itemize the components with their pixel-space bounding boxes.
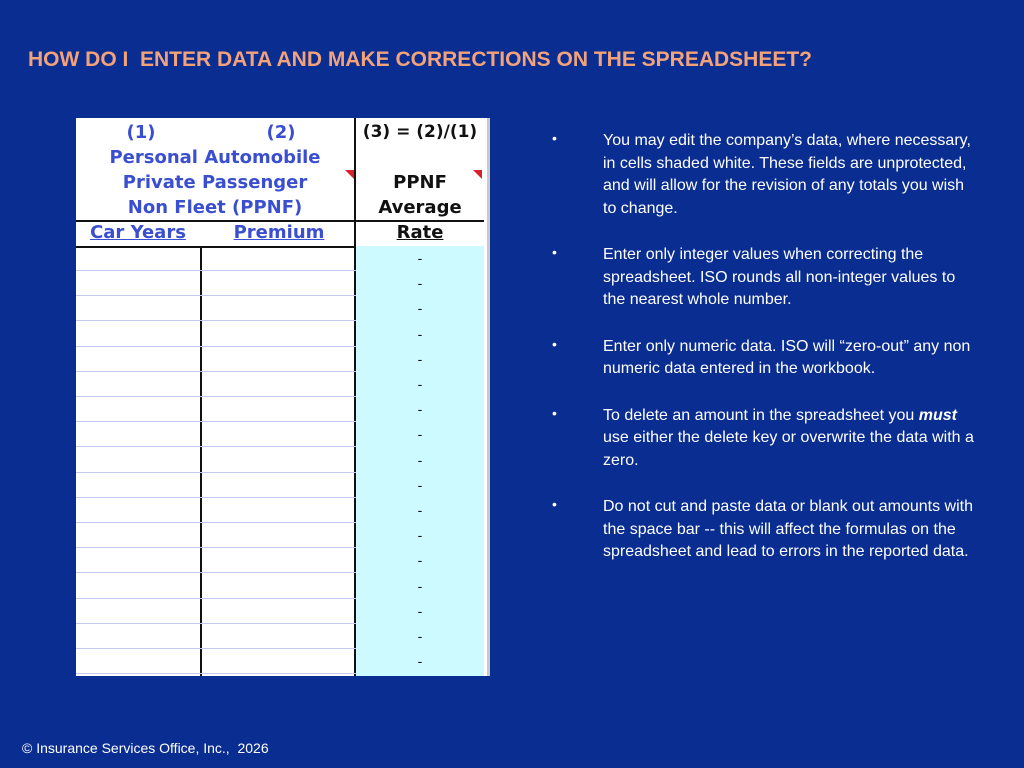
rate-cell: -: [417, 326, 423, 342]
bullet-item: [548, 130, 978, 220]
row-gridline: [76, 270, 356, 271]
bullet-text-run: use either the delete key or overwrite the data with a zero.: [603, 429, 974, 469]
comment-indicator-icon: [345, 170, 354, 179]
bullet-text: [603, 130, 978, 220]
row-gridline: [76, 648, 356, 649]
bullet-text-run: Do not cut and paste data or blank out amounts with the space bar -- this will affect the formulas on the spreadsheet and lead to errors in the reported data.: [603, 498, 974, 560]
bullet-text: [603, 244, 978, 312]
group-label-line-1: Personal Automobile: [109, 147, 321, 168]
rate-cell: -: [417, 426, 423, 442]
row-gridline: [76, 320, 356, 321]
rate-cell: -: [417, 275, 423, 291]
bullet-dot-icon: •: [552, 496, 557, 512]
row-gridline: [76, 295, 356, 296]
col3-label-line-1: PPNF: [393, 172, 447, 193]
rate-cell: -: [417, 603, 423, 619]
comment-indicator-icon: [473, 170, 482, 179]
rate-cell: -: [417, 578, 423, 594]
rate-cell: -: [417, 477, 423, 493]
rate-cell: -: [417, 502, 423, 518]
row-gridline: [76, 421, 356, 422]
bullet-item: [548, 405, 978, 473]
rate-cell: -: [417, 300, 423, 316]
bullet-dot-icon: •: [552, 335, 557, 352]
bullet-list: [548, 130, 978, 588]
bullet-text: [603, 496, 978, 564]
row-gridline: [76, 623, 356, 624]
row-gridline: [76, 497, 356, 498]
rate-cell: -: [417, 527, 423, 543]
bullet-item: [548, 496, 978, 564]
bullet-dot-icon: •: [552, 244, 557, 260]
bullet-text-run: Enter only integer values when correcting the spreadsheet. ISO rounds all non-integer values to the nearest whole number.: [603, 246, 956, 308]
spreadsheet-grid: [76, 246, 484, 676]
bullet-dot-icon: •: [552, 404, 557, 421]
row-gridline: [76, 446, 356, 447]
bullet-text-run: To delete an amount in the spreadsheet you: [603, 406, 919, 424]
bullet-text: [603, 405, 978, 473]
row-gridline: [76, 572, 356, 573]
premium-column[interactable]: [202, 246, 356, 676]
rate-cell: -: [417, 653, 423, 669]
row-gridline: [76, 346, 356, 347]
row-gridline: [76, 598, 356, 599]
row-gridline: [76, 371, 356, 372]
car-years-column[interactable]: [76, 246, 202, 676]
col2-number: (2): [266, 122, 296, 143]
bullet-item: [548, 244, 978, 312]
rate-cell: -: [417, 452, 423, 468]
spreadsheet-header: [76, 118, 484, 248]
col1-header: Car Years: [90, 222, 186, 243]
rate-cell: -: [417, 552, 423, 568]
row-gridline: [76, 547, 356, 548]
rate-cell: -: [417, 250, 423, 266]
rate-cell: -: [417, 628, 423, 644]
copyright-footer: © Insurance Services Office, Inc., 2026: [22, 740, 269, 756]
col2-header: Premium: [233, 222, 325, 243]
rate-cell: -: [417, 351, 423, 367]
col3-label-line-2: Average: [378, 197, 462, 218]
group-label-line-3: Non Fleet (PPNF): [127, 197, 303, 218]
group-label-line-2: Private Passenger: [122, 172, 308, 193]
row-gridline: [76, 396, 356, 397]
col3-header: Rate: [396, 222, 444, 243]
bullet-item: [548, 336, 978, 381]
row-gridline: [76, 522, 356, 523]
row-gridline: [76, 673, 356, 674]
row-gridline: [76, 472, 356, 473]
col3-formula: (3) = (2)/(1): [362, 122, 478, 142]
bullet-dot-icon: •: [552, 130, 557, 146]
bullet-text-run: You may edit the company’s data, where necessary, in cells shaded white. These fields are unprotected, and will allow for the revision of any totals you wish to change.: [603, 132, 971, 217]
rate-cell: -: [417, 376, 423, 392]
rate-cell: -: [417, 401, 423, 417]
col1-number: (1): [126, 122, 156, 143]
emphasis: must: [918, 406, 958, 424]
slide-title: HOW DO I ENTER DATA AND MAKE CORRECTIONS ON THE SPREADSHEET?: [28, 48, 813, 71]
spreadsheet-image: [76, 118, 490, 676]
bullet-text-run: Enter only numeric data. ISO will “zero-out” any non numeric data entered in the workbook.: [603, 337, 971, 377]
bullet-text: [603, 336, 978, 381]
